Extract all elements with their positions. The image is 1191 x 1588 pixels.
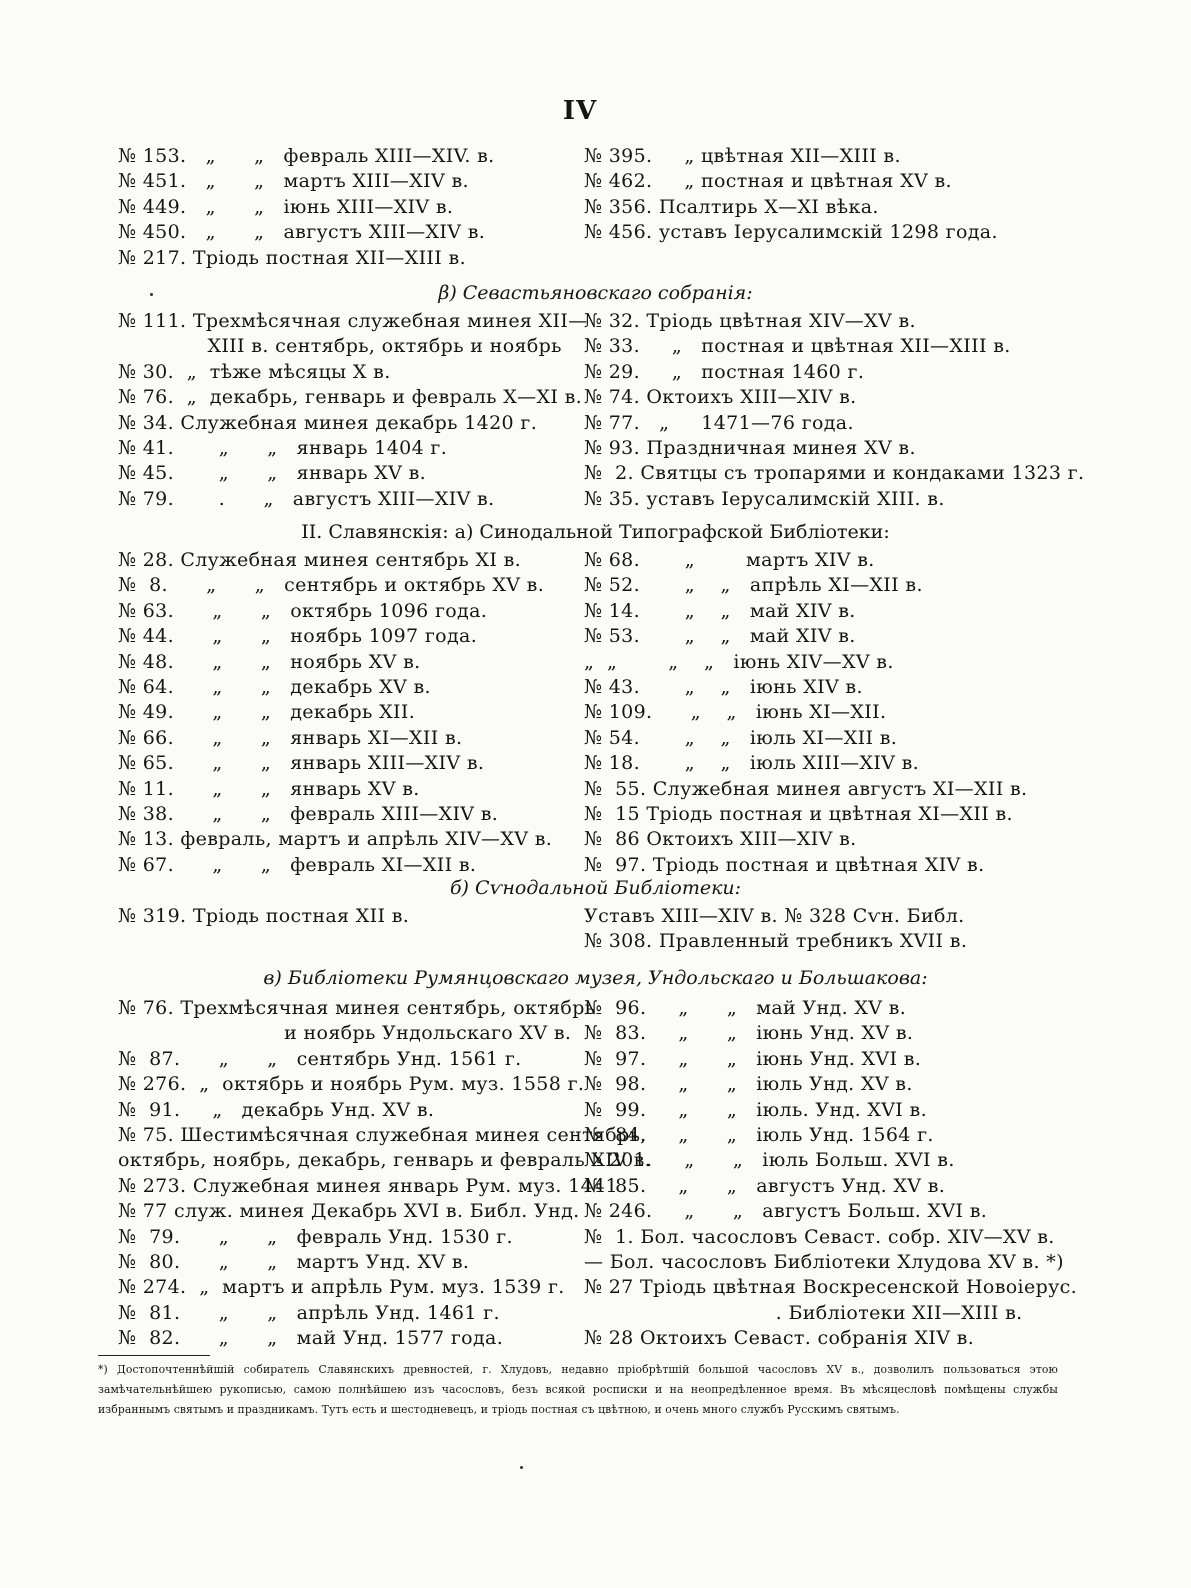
synod-typo-row xyxy=(118,751,1063,776)
entry-left: и ноябрь Ундольскаго XV в. xyxy=(118,1022,572,1045)
entry-left: № 451. „ „ мартъ XIII—XIV в. xyxy=(118,170,469,193)
rum-row xyxy=(118,1123,1063,1148)
entry-right: № 43. „ „ іюнь XIV в. xyxy=(584,675,863,698)
entry-right: № 85. „ „ августъ Унд. XV в. xyxy=(584,1174,946,1197)
entry-right: № 456. уставъ Іерусалимскій 1298 года. xyxy=(584,221,998,244)
synod-typo-row xyxy=(118,827,1063,852)
entry-right: № 98. „ „ іюль Унд. XV в. xyxy=(584,1073,913,1096)
entry-right: № 52. „ „ апрѣль XI—XII в. xyxy=(584,574,923,597)
entry-left: № 45. „ „ январь XV в. xyxy=(118,462,427,485)
entry-right: № 68. „ мартъ XIV в. xyxy=(584,549,875,571)
entry-right: № 53. „ „ май XIV в. xyxy=(584,625,856,648)
heading-synod-text: б) Сѵнодальной Библіотеки: xyxy=(449,877,742,899)
entry-left: XIII в. сентябрь, октябрь и ноябрь xyxy=(118,335,562,358)
entry-left: № 34. Служебная минея декабрь 1420 г. xyxy=(118,411,538,434)
rum-row xyxy=(118,1275,1077,1300)
beta-row xyxy=(118,385,1063,410)
entry-left: № 449. „ „ іюнь XIII—XIV в. xyxy=(118,195,454,218)
entry-left: № 38. „ „ февраль XIII—XIV в. xyxy=(118,802,499,825)
synod-typo-row xyxy=(118,573,1063,598)
entry-left: № 41. „ „ январь 1404 г. xyxy=(118,436,448,459)
entry-left: № 273. Служебная минея январь Рум. муз. 1441 xyxy=(118,1174,618,1197)
synod-typo-row xyxy=(118,624,1063,649)
beta-list xyxy=(118,309,1085,512)
top-row xyxy=(118,195,1063,220)
beta-row xyxy=(118,461,1085,486)
top-list xyxy=(118,144,1063,271)
entry-left: № 49. „ „ декабрь XII. xyxy=(118,701,416,724)
synod-typo-list xyxy=(118,548,1063,878)
heading-rum xyxy=(0,966,1191,991)
entry-right: № 356. Псалтирь X—XI вѣка. xyxy=(584,195,879,218)
entry-left: № 13. февраль, мартъ и апрѣль XIV—XV в. xyxy=(118,828,553,851)
entry-left: № 274. „ мартъ и апрѣль Рум. муз. 1539 г. xyxy=(118,1276,565,1299)
entry-left: № 76. Трехмѣсячная минея сентябрь, октябрь xyxy=(118,997,596,1019)
synod-typo-row xyxy=(118,853,1063,878)
print-speck xyxy=(150,293,153,296)
entry-right: № 99. „ „ іюль. Унд. XVI в. xyxy=(584,1098,927,1121)
synod-typo-row xyxy=(118,726,1063,751)
beta-row xyxy=(118,334,1063,359)
rum-row xyxy=(118,1047,1063,1072)
heading-rum-text: в) Библіотеки Румянцовскаго музея, Ундольскаго и Большакова: xyxy=(263,967,928,989)
entry-left: № 153. „ „ февраль XIII—XIV. в. xyxy=(118,145,495,167)
top-row xyxy=(118,246,1063,271)
entry-right: № 2. Святцы съ тропарями и кондаками 1323 г. xyxy=(584,462,1085,485)
entry-right: № 83. „ „ іюнь Унд. XV в. xyxy=(584,1022,914,1045)
entry-left: № 63. „ „ октябрь 1096 года. xyxy=(118,599,488,622)
entry-left: № 276. „ октябрь и ноябрь Рум. муз. 1558 г. xyxy=(118,1073,585,1096)
entry-left: № 67. „ „ февраль XI—XII в. xyxy=(118,853,477,876)
synod-row xyxy=(118,929,1063,954)
heading-synod xyxy=(0,876,1191,901)
entry-left: № 319. Тріодь постная XII в. xyxy=(118,905,410,927)
footnote: *) Достопочтеннѣйшій собиратель Славянскихъ древностей, г. Хлудовъ, недавно пріобрѣтшій большой часословъ XV в., дозволилъ пользоваться этою замѣчательнѣйшею рукописью, самою полнѣйшею изъ часословъ, безъ всякой росписки и на неопредѣленное время. Въ мѣсяцесловѣ помѣщены службы избраннымъ святымъ и праздникамъ. Тутъ есть и шестодневецъ, и тріодь постная съ цвѣтною, и очень много службъ Русскимъ святымъ. xyxy=(98,1363,1058,1416)
synod-row xyxy=(118,904,1063,929)
entry-right: № 97. „ „ іюнь Унд. XVI в. xyxy=(584,1047,922,1070)
entry-right: № 462. „ постная и цвѣтная XV в. xyxy=(584,170,952,193)
beta-row xyxy=(118,436,1063,461)
entry-right: № 15 Тріодь постная и цвѣтная XI—XII в. xyxy=(584,802,1013,825)
entry-right: № 14. „ „ май XIV в. xyxy=(584,599,856,622)
entry-right: № 33. „ постная и цвѣтная XII—XIII в. xyxy=(584,335,1011,358)
entry-right: № 246. „ „ августъ Больш. XVI в. xyxy=(584,1200,988,1223)
entry-right: № 96. „ „ май Унд. XV в. xyxy=(584,997,907,1019)
entry-right: № 74. Октоихъ XIII—XIV в. xyxy=(584,386,857,409)
entry-right: № 93. Праздничная минея XV в. xyxy=(584,436,916,459)
entry-left: № 79. . „ августъ XIII—XIV в. xyxy=(118,487,495,510)
entry-left: № 76. „ декабрь, генварь и февраль X—XI в. xyxy=(118,386,583,409)
entry-left: № 66. „ „ январь XI—XII в. xyxy=(118,726,463,749)
entry-right: Уставъ XIII—XIV в. № 328 Сѵн. Библ. xyxy=(584,905,965,927)
entry-right: № 77. „ 1471—76 года. xyxy=(584,411,854,434)
heading-beta xyxy=(0,281,1191,306)
heading-synod-typo-text: II. Славянскія: а) Синодальной Типографской Библіотеки: xyxy=(301,521,890,543)
rum-row xyxy=(118,1021,1063,1046)
rum-list xyxy=(118,996,1077,1351)
rum-row xyxy=(118,1250,1063,1275)
print-speck xyxy=(520,1466,523,1469)
entry-right: № 395. „ цвѣтная XII—XIII в. xyxy=(584,145,901,167)
synod-typo-row xyxy=(118,548,1063,573)
rum-row xyxy=(118,1326,1063,1351)
entry-left: № 48. „ „ ноябрь XV в. xyxy=(118,650,421,673)
synod-typo-row xyxy=(118,675,1063,700)
rum-row xyxy=(118,1225,1063,1250)
entry-left: № 91. „ декабрь Унд. XV в. xyxy=(118,1098,435,1121)
entry-left: № 217. Тріодь постная XII—XIII в. xyxy=(118,246,466,269)
entry-left: № 81. „ „ апрѣль Унд. 1461 г. xyxy=(118,1301,500,1324)
entry-right: № 201. „ „ іюль Больш. XVI в. xyxy=(584,1149,955,1172)
entry-right: № 28 Октоихъ Севаст. собранія XIV в. xyxy=(584,1327,975,1350)
entry-right: № 54. „ „ іюль XI—XII в. xyxy=(584,726,898,749)
entry-right: № 29. „ постная 1460 г. xyxy=(584,360,865,383)
entry-right: № 55. Служебная минея августъ XI—XII в. xyxy=(584,777,1028,800)
entry-left: № 30. „ тѣже мѣсяцы X в. xyxy=(118,360,391,383)
entry-right: № 308. Правленный требникъ XVII в. xyxy=(584,930,968,953)
entry-right: № 1. Бол. часословъ Севаст. собр. XIV—XV в. xyxy=(584,1225,1055,1248)
rum-row xyxy=(118,996,1063,1021)
entry-left: № 11. „ „ январь XV в. xyxy=(118,777,420,800)
heading-beta-text: β) Севастьяновскаго собранія: xyxy=(438,282,753,304)
entry-right: № 18. „ „ іюль XIII—XIV в. xyxy=(584,752,920,775)
entry-right: № 27 Тріодь цвѣтная Воскресенской Новоіерус. xyxy=(584,1276,1077,1299)
entry-right: „ „ „ „ іюнь XIV—XV в. xyxy=(584,650,894,673)
rum-row xyxy=(118,1148,1063,1173)
entry-right: . Библіотеки XII—XIII в. xyxy=(584,1301,1023,1324)
entry-right: № 97. Тріодь постная и цвѣтная XIV в. xyxy=(584,853,985,876)
entry-left: № 8. „ „ сентябрь и октябрь XV в. xyxy=(118,574,545,597)
entry-left: № 450. „ „ августъ XIII—XIV в. xyxy=(118,221,486,244)
top-row xyxy=(118,169,1063,194)
beta-row xyxy=(118,360,1063,385)
synod-typo-row xyxy=(118,650,1063,675)
entry-right: № 84. „ „ іюль Унд. 1564 г. xyxy=(584,1123,934,1146)
entry-left: № 82. „ „ май Унд. 1577 года. xyxy=(118,1327,504,1350)
rum-row xyxy=(118,1301,1063,1326)
beta-row xyxy=(118,487,1063,512)
entry-left: № 44. „ „ ноябрь 1097 года. xyxy=(118,625,478,648)
footnote-rule xyxy=(98,1355,210,1356)
synod-list xyxy=(118,904,1063,955)
page-number: IV xyxy=(562,96,598,126)
rum-row xyxy=(118,1199,1063,1224)
entry-right: — Бол. часословъ Библіотеки Хлудова XV в. *) xyxy=(584,1250,1064,1273)
entry-left: октябрь, ноябрь, декабрь, генварь и февраль XIV в. xyxy=(118,1149,652,1172)
beta-row xyxy=(118,411,1063,436)
entry-left: № 77 служ. минея Декабрь XVI в. Библ. Унд. xyxy=(118,1200,580,1223)
rum-row xyxy=(118,1098,1063,1123)
synod-typo-row xyxy=(118,777,1063,802)
synod-typo-row xyxy=(118,802,1063,827)
entry-right: № 109. „ „ іюнь XI—XII. xyxy=(584,701,887,724)
entry-left: № 75. Шестимѣсячная служебная минея сентябрь, xyxy=(118,1123,647,1146)
beta-row xyxy=(118,309,1063,334)
synod-typo-row xyxy=(118,599,1063,624)
entry-left: № 64. „ „ декабрь XV в. xyxy=(118,675,431,698)
entry-right: № 35. уставъ Іерусалимскій XIII. в. xyxy=(584,487,945,510)
rum-row xyxy=(118,1072,1063,1097)
entry-left: № 65. „ „ январь XIII—XIV в. xyxy=(118,752,485,775)
top-row xyxy=(118,144,1063,169)
entry-left: № 111. Трехмѣсячная служебная минея XII— xyxy=(118,310,588,332)
entry-left: № 79. „ „ февраль Унд. 1530 г. xyxy=(118,1225,513,1248)
entry-right: № 32. Тріодь цвѣтная XIV—XV в. xyxy=(584,310,916,332)
top-row xyxy=(118,220,1063,245)
entry-left: № 80. „ „ мартъ Унд. XV в. xyxy=(118,1250,470,1273)
entry-right: № 86 Октоихъ XIII—XIV в. xyxy=(584,828,857,851)
entry-left: № 28. Служебная минея сентябрь XI в. xyxy=(118,549,522,571)
entry-left: № 87. „ „ сентябрь Унд. 1561 г. xyxy=(118,1047,522,1070)
heading-synod-typo xyxy=(0,520,1191,545)
rum-row xyxy=(118,1174,1063,1199)
synod-typo-row xyxy=(118,700,1063,725)
